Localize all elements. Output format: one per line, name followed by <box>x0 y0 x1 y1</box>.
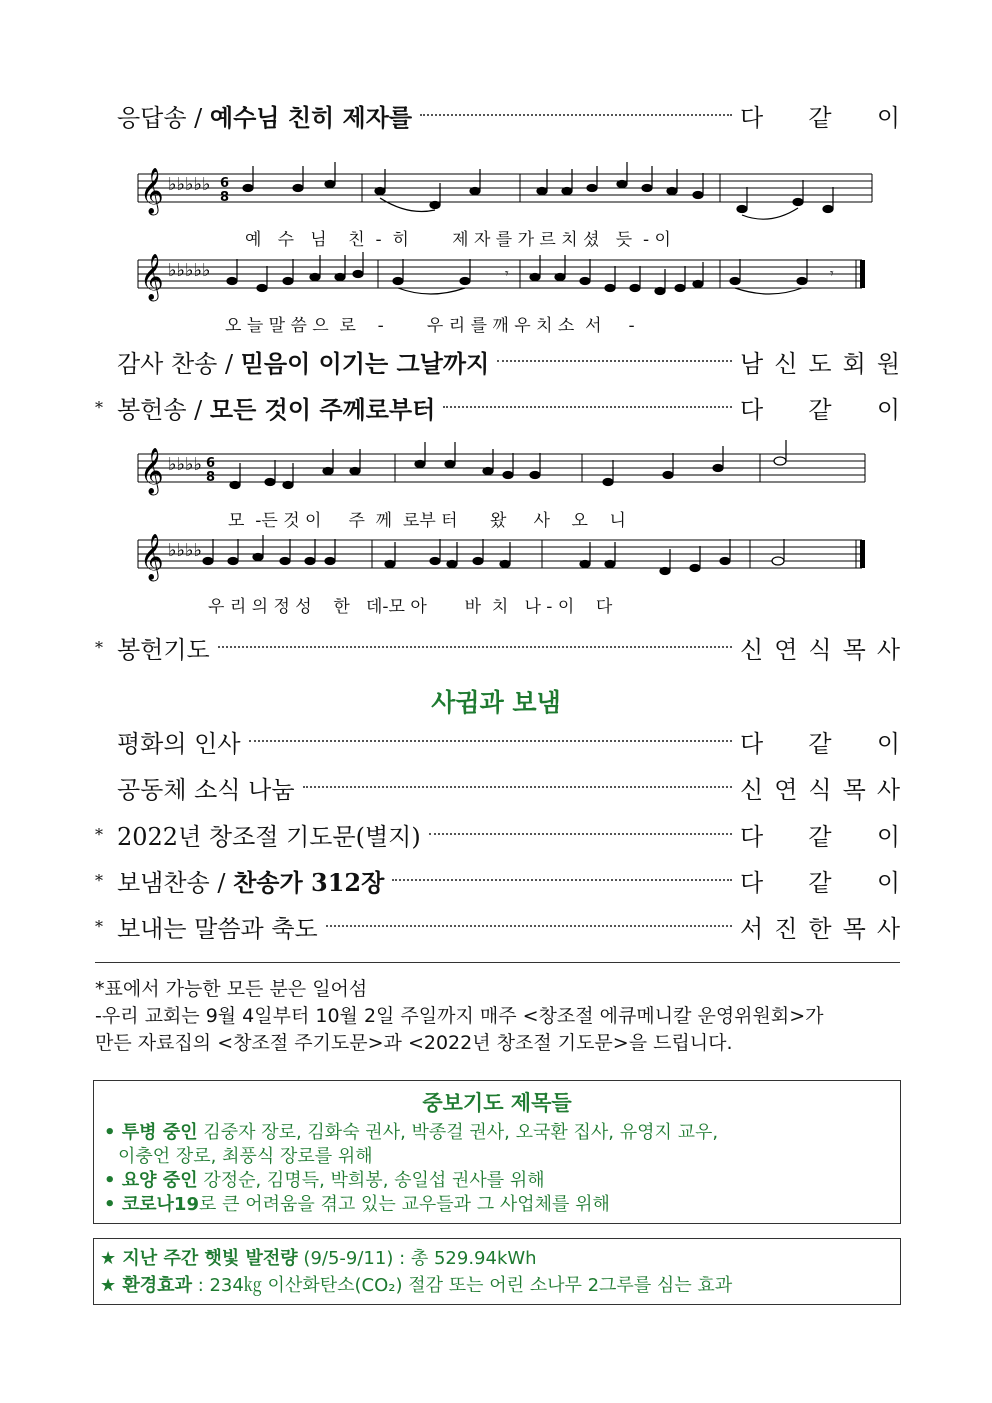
stand-mark: * <box>95 916 103 936</box>
item-label: 보내는 말씀과 축도 <box>117 914 318 943</box>
leader-dots <box>326 925 732 927</box>
item-label: 봉헌기도 <box>117 635 210 664</box>
solar-output-row: ★ 지난 주간 햇빛 발전량 (9/5-9/11) : 총 529.94kWh <box>100 1248 537 1269</box>
leader-dots <box>392 879 732 881</box>
svg-text:6: 6 <box>220 176 230 191</box>
leader-name: 다 같 이 <box>740 868 900 897</box>
item-label: 보냄찬송 / 찬송가 312장 <box>117 867 385 897</box>
environment-effect-row: ★ 환경효과 : 234㎏ 이산화탄소(CO₂) 절감 또는 어린 소나무 2그루를 심는 효과 <box>100 1275 733 1296</box>
svg-text:𝄞: 𝄞 <box>140 168 164 214</box>
leader-dots <box>420 114 732 116</box>
svg-text:6: 6 <box>206 456 216 471</box>
svg-text:♭♭♭♭♭: ♭♭♭♭♭ <box>168 174 211 195</box>
svg-text:𝄞: 𝄞 <box>140 254 164 300</box>
leader-name: 서 진 한 목 사 <box>740 914 900 943</box>
note-line: *표에서 가능한 모든 분은 일어섬 <box>95 978 368 1000</box>
item-label: 응답송 / 예수님 친히 제자를 <box>117 102 413 132</box>
note-line: -우리 교회는 9월 4일부터 10월 2일 주일까지 매주 <창조절 에큐메니칼 운영위원회>가 <box>95 1005 824 1027</box>
leader-dots <box>249 740 732 742</box>
intercession-title: 중보기도 제목들 <box>422 1091 572 1115</box>
item-label: 2022년 창조절 기도문(별지) <box>117 822 421 851</box>
lyrics-song2-line1: 모 -든 것 이 주 께 로부 터 왔 사 오 니 <box>228 511 626 531</box>
leader-dots <box>429 833 732 835</box>
item-label: 평화의 인사 <box>117 729 241 758</box>
closing-line-news <box>95 769 900 805</box>
svg-text:8: 8 <box>206 470 216 485</box>
intercession-item: • 투병 중인 김중자 장로, 김화숙 권사, 박종걸 권사, 오국환 집사, 유영지 교우, <box>104 1122 719 1143</box>
section-title: 사귐과 보냄 <box>431 688 561 717</box>
leader-dots <box>443 406 732 408</box>
intercession-item: 이충언 장로, 최풍식 장로를 위해 <box>118 1146 373 1167</box>
stand-mark: * <box>95 870 103 890</box>
intercession-item: • 코로나19로 큰 어려움을 겪고 있는 교우들과 그 사업체를 위해 <box>104 1194 610 1215</box>
leader-name: 다 같 이 <box>740 822 900 851</box>
item-label: 감사 찬송 / 믿음이 이기는 그날까지 <box>117 348 490 378</box>
closing-line-peace <box>95 723 900 759</box>
svg-text:♭♭♭♭♭: ♭♭♭♭♭ <box>168 260 211 281</box>
svg-text:𝄾: 𝄾 <box>830 266 834 282</box>
leader-name: 신 연 식 목 사 <box>740 635 900 664</box>
svg-text:𝄞: 𝄞 <box>140 448 164 494</box>
stand-mark: * <box>95 824 103 844</box>
stand-mark: * <box>95 397 103 417</box>
leader-dots <box>303 786 732 788</box>
leader-name: 신 연 식 목 사 <box>740 775 900 804</box>
solar-energy-box <box>93 1238 901 1305</box>
note-line: 만든 자료집의 <창조절 주기도문>과 <2022년 창조절 기도문>을 드립니다. <box>95 1032 733 1054</box>
svg-text:𝄾: 𝄾 <box>505 266 509 282</box>
order-line-offering-prayer <box>95 629 900 665</box>
order-line-offering-song <box>95 389 900 425</box>
leader-dots <box>497 360 732 362</box>
order-line-thanks <box>95 343 900 379</box>
leader-name: 남 신 도 회 원 <box>740 349 900 378</box>
divider <box>95 962 900 963</box>
lyrics-song2-line2: 우 리 의 정 성 한 데-모 아 바 치 나 - 이 다 <box>208 597 613 617</box>
leader-name: 다 같 이 <box>740 395 900 424</box>
svg-text:8: 8 <box>220 190 230 205</box>
item-label: 봉헌송 / 모든 것이 주께로부터 <box>117 394 436 424</box>
closing-line-sending-hymn <box>95 862 900 898</box>
lyrics-song1-line1: 예 수 님 친 - 히 제 자 를 가 르 치 셨 듯 - 이 <box>245 230 671 250</box>
closing-line-prayer <box>95 816 900 852</box>
intercession-item: • 요양 중인 강정순, 김명득, 박희봉, 송일섭 권사를 위해 <box>104 1170 545 1191</box>
intercession-box <box>93 1080 901 1224</box>
order-line-response <box>95 97 900 133</box>
notes <box>95 976 905 1057</box>
stand-mark: * <box>95 637 103 657</box>
lyrics-song1-line2: 오 늘 말 씀 으 로 - 우 리 를 깨 우 치 소 서 - <box>225 316 635 336</box>
leader-name: 다 같 이 <box>740 729 900 758</box>
leader-dots <box>218 646 732 648</box>
item-label: 공동체 소식 나눔 <box>117 775 295 804</box>
leader-name: 다 같 이 <box>740 103 900 132</box>
closing-line-benediction <box>95 908 900 944</box>
svg-text:𝄞: 𝄞 <box>140 534 164 580</box>
svg-text:♭♭♭♭: ♭♭♭♭ <box>168 540 202 561</box>
svg-text:♭♭♭♭: ♭♭♭♭ <box>168 454 202 475</box>
